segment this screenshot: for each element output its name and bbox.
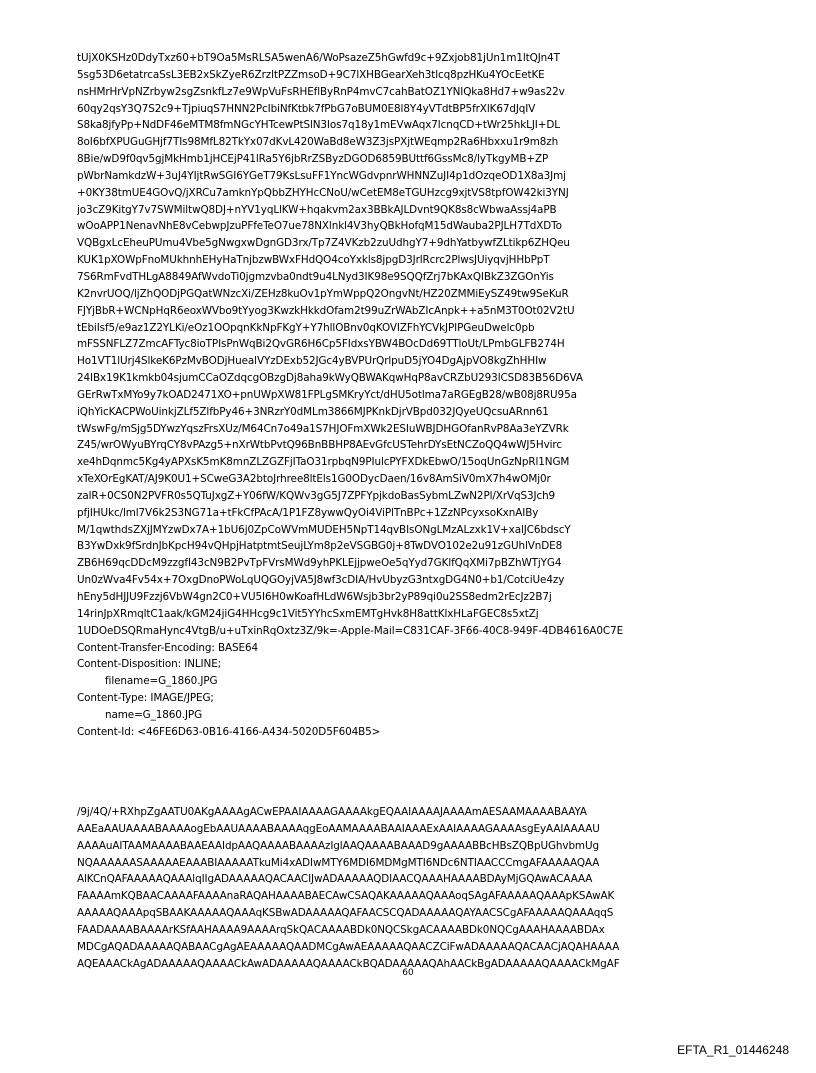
text-line: GErRwTxMYo9y7kOAD2471XO+pnUWpXW81FPLgSMKryYct/dHU5otlma7aRGEgB28/wB08j8RU95a [77,388,577,401]
text-line: AAAAuAITAAMAAAABAAEAAIdpAAQAAAABAAAAzIglAAQAAAABAAAD9gAAAABBcHBsZQBpUGhvbmUg [77,839,599,852]
text-line: 60qy2qsY3Q7S2c9+TjpiuqS7HNN2PcIbiNfKtbk7fPbG7oBUM0E8l8Y4yVTdtBP5frXlK67dJqIV [77,102,536,115]
text-line: Un0zWva4Fv54x+7OxgDnoPWoLqUQGOyjVA5J8wf3cDIA/HvUbyzG3ntxgDG4N0+b1/CotciUe4zy [77,574,565,587]
text-line: zalR+0CS0N2PVFR0s5QTuJxgZ+Y06fW/KQWv3gG5J7ZPFYpjkdoBasSybmLZwN2Pl/XrVqS3Jch9 [77,489,556,502]
text-line: tEbiIsf5/e9az1Z2YLKi/eOz1OOpqnKkNpFKgY+Y7hllOBnv0qKOVIZFhYCVkJPIPGeuDwelc0pb [77,321,535,334]
text-line: tWswFg/mSjg5DYwzYqszFrsXUz/M64Cn7o49a1S7HJOFmXWk2ESIuWBJDHGOfanRvP8Aa3eYZVRk [77,422,569,435]
text-line: FAADAAAABAAAArKSfAAHAAAA9AAAArqSkQACAAAABDk0NQCSkgACAAAABDk0NQCgAAAHAAAABDAx [77,923,605,936]
text-line: pWbrNamkdzW+3uJ4YIjtRwSGI6YGeT79KsLsuFF1YncWGdvpnrWHNNZuJI4p1dOzqeOD1X8a3Jmj [77,169,566,182]
document-id: EFTA_R1_01446248 [677,1043,789,1057]
text-line: 5sg53D6etatrcaSsL3EB2xSkZyeR6ZrzltPZZmsoD+9C7lXHBGearXeh3tlcq8pzHKu4YOcEetKE [77,68,545,81]
text-line: tUjX0KSHz0DdyTxz60+bT9Oa5MsRLSA5wenA6/WoPsazeZ5hGwfd9c+9Zxjob81jUn1m1ltQJn4T [77,52,560,64]
text-line: jo3cZ9KitgY7v7SWMiltwQ8DJ+nYV1yqLlKW+hqakvm2ax3BBkAJLDvnt9QK8s8cWbwaAssj4aPB [77,203,557,216]
text-line: Content-Disposition: INLINE; [77,658,222,671]
text-line: mFSSNFLZ7ZmcAFTyc8ioTPIsPnWqBi2QvGR6H6Cp5FIdxsYBW4BOcDd69TTloUt/LPmbGLFB274H [77,338,565,351]
text-line: M/1qwthdsZXjJMYzwDx7A+1bU6j0ZpCoWVmMUDEH5NpT14qvBIsONgLMzALzxk1V+xalJC6bdscY [77,523,571,536]
text-line: B3YwDxk9fSrdnJbKpcH94vQHpjHatptmtSeujLYm8p2eVSGBG0j+8TwDVO102e2u91zGUhlVnDE8 [77,540,563,553]
text-line: AAAAAQAAApqSBAAKAAAAAQAAAqKSBwADAAAAAQAFAACSCQADAAAAAQAYAACSCgAFAAAAAQAAAqqS [77,907,614,920]
page-number: 60 [402,968,414,978]
text-line: AQEAAACkAgADAAAAAQAAAACkAwADAAAAAQAAAACkBQADAAAAAQAhAACkBgADAAAAAQAAAACkMgAF [77,957,620,970]
text-line: /9j/4Q/+RXhpZgAATU0AKgAAAAgACwEPAAIAAAAGAAAAkgEQAAIAAAAJAAAAmAESAAMAAAABAAYA [77,806,587,818]
text-line: ZB6H69qcDDcM9zzgfI43cN9B2PvTpFVrsMWd9yhPKLEjjpweOe5qYyd7GKlfQqXMi7pBZhWTjYG4 [77,557,562,570]
text-line: Content-Id: <46FE6D63-0B16-4166-A434-5020D5F604B5> [77,725,381,738]
text-line: FAAAAmKQBAACAAAAFAAAAnaRAQAHAAAABAECAwCSAQAKAAAAAQAAAoqSAgAFAAAAAQAAApKSAwAK [77,890,615,903]
text-line: 1UDOeDSQRmaHync4VtgB/u+uTxinRqOxtz3Z/9k=-Apple-Mail=C831CAF-3F66-40C8-949F-4DB4616A0C7E [77,624,624,637]
text-line: hEny5dHJJU9Fzzj6VbW4gn2C0+VU5I6H0wKoafHLdW6Wsjb3br2yP89qi0u2SS8edm2rEcJz2B7j [77,591,552,603]
text-line: 8Bie/wD9f0qv5gjMkHmb1jHCEjP41lRa5Y6jbRrZSByzDGOD6859BUttf6GssMc8/lyTkgyMB+ZP [77,153,549,166]
text-line: pfjIHUkc/lml7V6k2S3NG71a+tFkCfPAcA/1P1FZ8ywwQyOi4ViPlTnBPc+1ZzNPcyxsoKxnAIBy [77,506,539,519]
text-line: xTeXOrEgKAT/AJ9K0U1+SCweG3A2btoJrhree8ltEls1G0ODycDaen/16v8AmSiV0mX7h4wOMj0r [77,473,551,486]
text-line: +0KY38tmUE4GOvQ/jXRCu7amknYpQbbZHYHcCNoU/wCetEM8eTGUHzcg9xjtVS8tpfOW42ki3YNJ [77,186,569,199]
text-line: AlKCnQAFAAAAAQAAAlqIIgADAAAAAQACAACIJwADAAAAAQDIAACQAAAHAAAABDAyMjGQAwACAAAA [77,873,593,886]
text-line: 8oI6bfXPUGuGHjf7TIs98MfL82TkYx07dKvL420WaBd8eW3Z3jsPXjtWEqmp2Ra6Hbxxu1r9m8zh [77,136,559,149]
text-line: VQBgxLcEheuPUmu4Vbe5gNwgxwDgnGD3rx/Tp7Z4VKzb2zuUdhgY7+9dhYatbywfZLtikp6ZHQeu [77,237,570,250]
text-line: Content-Type: IMAGE/JPEG; [77,692,214,705]
text-line: iQhYicKACPWoUinkjZLf5ZlfbPy46+3NRzrY0dMLm3866MJPKnkDjrVBpd032JQyeUQcsuARnn61 [77,405,549,418]
text-line: Ho1VT1lUrj4SlkeK6PzMvBODjHuealVYzDExb52JGc4yBVPUrQrlpuD5jYO4DgAjpVO8kgZhHHIw [77,355,547,368]
text-line: NQAAAAAASAAAAAEAAABIAAAAATkuMi4xADIwMTY6MDI6MDMgMTI6NDc6NTIAACCCmgAFAAAAAQAA [77,856,600,869]
text-line: Content-Transfer-Encoding: BASE64 [77,641,258,654]
text-line: Z45/wrOWyuBYrqCY8vPAzg5+nXrWtbPvtQ96BnBBHP8AEvGfcUSTehrDYsEtNCZoQQ4wWJ5Hvirc [77,439,562,452]
text-line: K2nvrUOQ/ljZhQODjPGQatWNzcXi/ZEHz8kuOv1pYmWppQ2OngvNt/HZ20ZMMiEySZ49tw9SeKuR [77,287,569,300]
text-line: 24IBx19K1kmkb04sjumCCaOZdqcgOBzgDj8aha9kWyQBWAKqwHqP8avCRZbU293lCSD83B56D6VA [77,372,583,385]
text-line: KUK1pXOWpFnoMUkhnhEHyHaTnjbzwBWxFHdQO4coYxkls8jpgD3JrlRcrc2PlwsJUiyqvjHHbPpT [77,254,550,267]
text-line: xe4hDqnmc5Kg4yAPXsK5mK8mnZLZGZFjITaO31rpbqN9PIulcPYFXDkEbwO/15oqUnGzNpRl1NGM [77,456,570,469]
text-line: S8ka8jfyPp+NdDF46eMTM8fmNGcYHTcewPtSlN3Ios7q18y1mEVwAqx7lcnqCD+tWr25hkLJI+DL [77,119,560,132]
text-line: name=G_1860.JPG [105,708,203,721]
encoded-text-block [77,50,742,741]
text-line: AAEaAAUAAAABAAAAogEbAAUAAAABAAAAqgEoAAMAAAABAAIAAAExAAIAAAAGAAAAsgEyAAIAAAAU [77,822,600,835]
text-line: FJYjBbR+WCNpHqR6eoxWVbo9tYyog3KwzkHkkdOfam2t99uZrWAbZIcAnpk++a5nM3T0Ot02V2tU [77,304,575,317]
text-line: wOoAPP1NenavNhE8vCebwpJzuPFfeTeO7ue78NXlnkl4V3hyQBkHofqM15dWauba2PJLH7TdXDTo [77,220,562,233]
text-line: 7S6RmFvdTHLgA8849AfWvdoTi0jgmzvba0ndt9u4LNyd3IK98e9SQQfZrj7bKAxQIBkZ3ZGOnYis [77,270,554,283]
text-line: filename=G_1860.JPG [105,675,218,688]
text-line: 14rinJpXRmqltC1aak/kGM24jiG4HHcg9c1Vit5YYhcSxmEMTgHvk8H8attKlxHLaFGEC8s5xtZj [77,607,539,620]
text-line: nsHMrHrVpNZrbyw2sgZsnkfLz7e9WpVuFsRHEflByRnP4mvC7cahBatOZ1YNIQka8Hd7+w9as22v [77,85,565,98]
text-line: MDCgAQADAAAAAQABAACgAgAEAAAAAQAADMCgAwAEAAAAAQAACZCiFwADAAAAAQACAACjAQAHAAAA [77,940,620,953]
encoded-image-data-block [77,804,742,972]
